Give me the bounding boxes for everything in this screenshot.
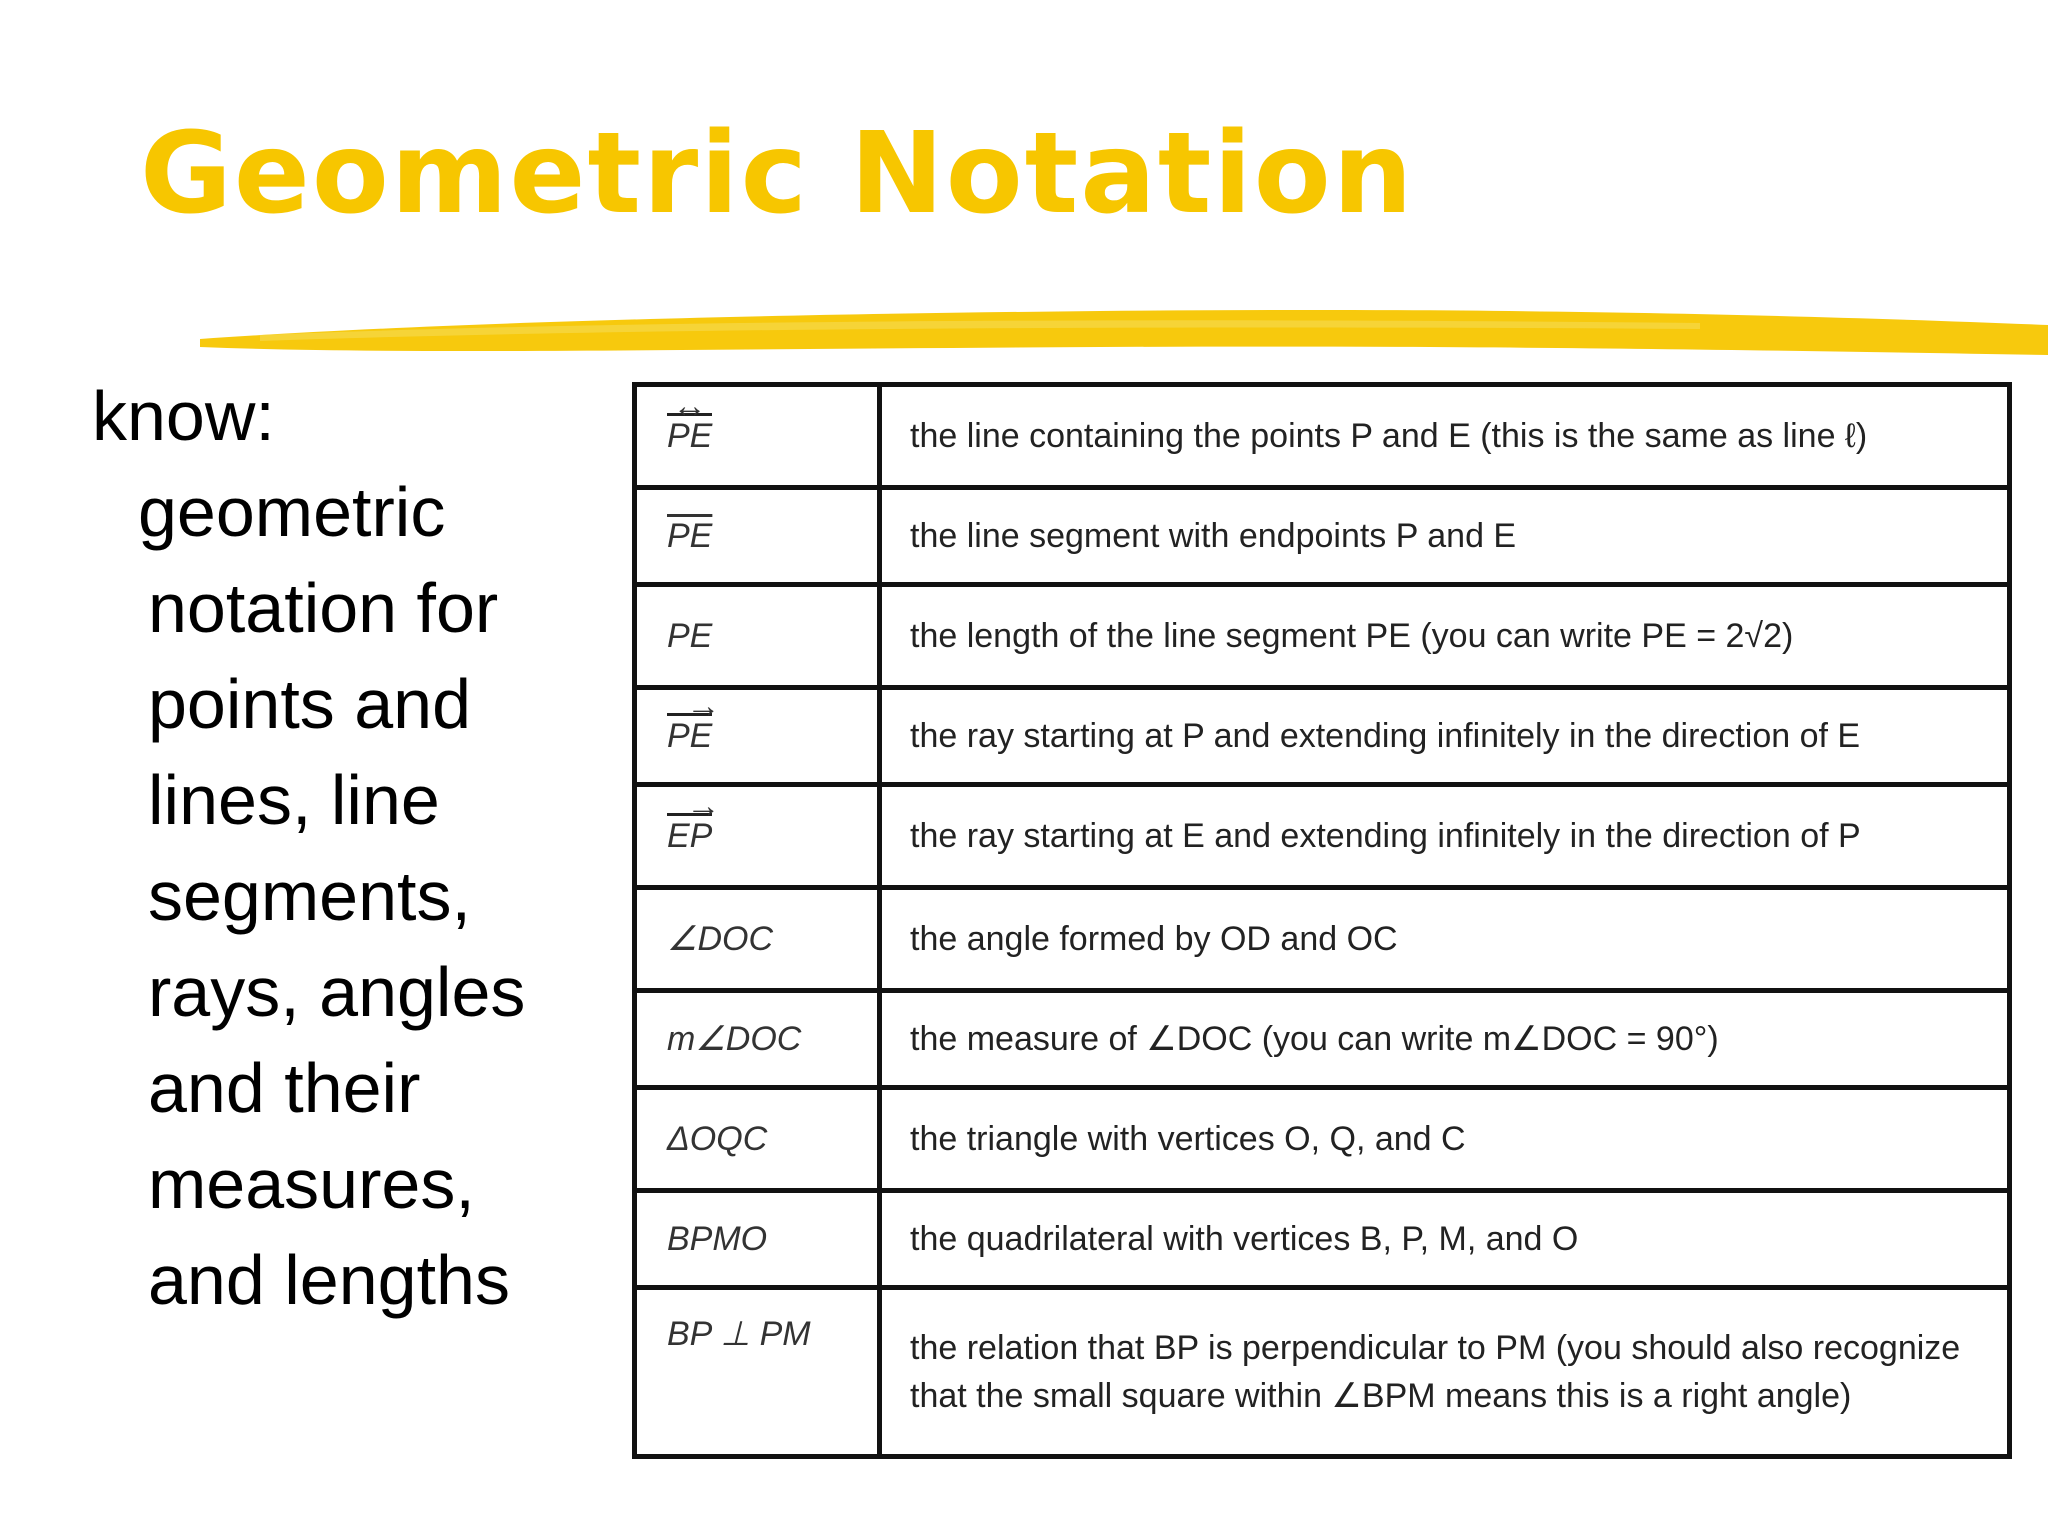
- symbol-cell: ΔOQC: [635, 1088, 880, 1191]
- notation-table: [632, 382, 2012, 1459]
- topic-text: geometric notation for points and lines, line segments, rays, angles and their measures, and lengths: [138, 473, 526, 1319]
- yellow-brush-stroke: [200, 295, 2048, 375]
- left-text-block: [92, 368, 612, 1328]
- table-row: [635, 1191, 2010, 1288]
- symbol-cell: BP ⊥ PM: [635, 1288, 880, 1457]
- table-row: [635, 991, 2010, 1088]
- table-row: [635, 888, 2010, 991]
- table-row: [635, 1088, 2010, 1191]
- description-cell: the quadrilateral with vertices B, P, M, and O: [880, 1191, 2010, 1288]
- table-row: [635, 385, 2010, 488]
- symbol-cell: BPMO: [635, 1191, 880, 1288]
- ray-symbol: PE →: [667, 717, 712, 756]
- table-row: [635, 785, 2010, 888]
- description-cell: the triangle with vertices O, Q, and C: [880, 1088, 2010, 1191]
- know-label: know:: [92, 377, 275, 455]
- description-cell: the line segment with endpoints P and E: [880, 488, 2010, 585]
- symbol-cell: [635, 785, 880, 888]
- table-row: [635, 688, 2010, 785]
- symbol-cell: [635, 385, 880, 488]
- description-cell: the angle formed by OD and OC: [880, 888, 2010, 991]
- table-row: [635, 585, 2010, 688]
- table-row: [635, 1288, 2010, 1457]
- description-cell: the measure of ∠DOC (you can write m∠DOC = 90°): [880, 991, 2010, 1088]
- line-symbol: PE ↔: [667, 417, 712, 456]
- segment-symbol: $\overline{PE}$: [667, 516, 713, 555]
- ray-symbol: EP →: [667, 817, 712, 856]
- symbol-cell: PE: [635, 585, 880, 688]
- description-cell: the length of the line segment PE (you can write PE = 2√2): [880, 585, 2010, 688]
- symbol-cell: m∠DOC: [635, 991, 880, 1088]
- symbol-cell: [635, 688, 880, 785]
- notation-table-container: [632, 382, 2012, 1459]
- description-cell: the relation that BP is perpendicular to PM (you should also recognize that the small square within ∠BPM means this is a right angle): [880, 1288, 2010, 1457]
- slide-title: Geometric Notation: [140, 109, 1415, 239]
- symbol-cell: [635, 488, 880, 585]
- description-cell: the line containing the points P and E (this is the same as line ℓ): [880, 385, 2010, 488]
- symbol-cell: ∠DOC: [635, 888, 880, 991]
- table-row: [635, 488, 2010, 585]
- description-cell: the ray starting at E and extending infinitely in the direction of P: [880, 785, 2010, 888]
- description-cell: the ray starting at P and extending infinitely in the direction of E: [880, 688, 2010, 785]
